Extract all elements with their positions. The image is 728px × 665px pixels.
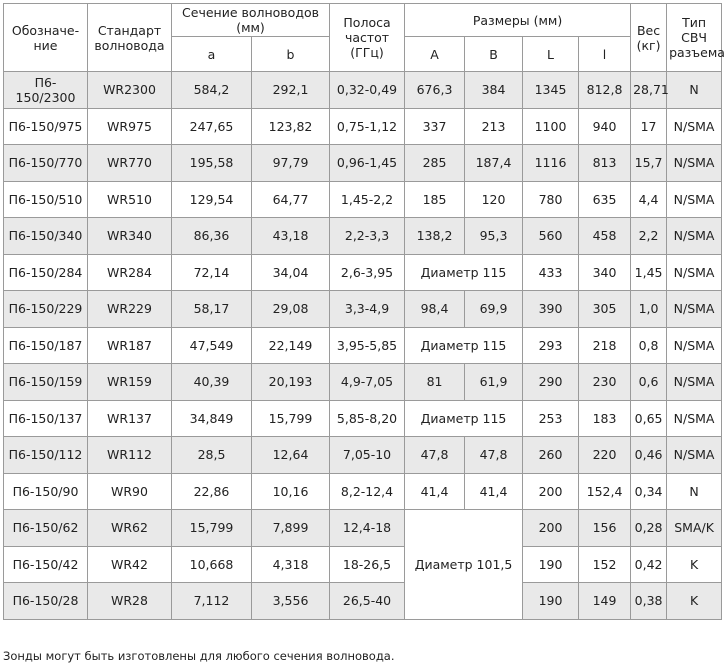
table-cell: N/SMA [667, 254, 722, 291]
table-cell: 940 [579, 108, 631, 145]
header-section: Сечение волноводов (мм) [172, 4, 330, 37]
table-row [4, 473, 722, 510]
table-cell: 3,3-4,9 [330, 291, 405, 328]
table-cell: 2,2-3,3 [330, 218, 405, 255]
table-cell: WR975 [88, 108, 172, 145]
table-cell: 0,42 [631, 546, 667, 583]
table-cell: WR510 [88, 181, 172, 218]
table-cell: 0,28 [631, 510, 667, 547]
table-cell: 458 [579, 218, 631, 255]
table-cell: 98,4 [405, 291, 465, 328]
table-cell: WR229 [88, 291, 172, 328]
table-cell: П6-150/284 [4, 254, 88, 291]
table-cell: 12,4-18 [330, 510, 405, 547]
table-cell: 4,318 [252, 546, 330, 583]
table-cell: 10,16 [252, 473, 330, 510]
table-cell: П6-150/112 [4, 437, 88, 474]
table-cell: 7,112 [172, 583, 252, 620]
table-cell: 2,6-3,95 [330, 254, 405, 291]
table-cell: WR187 [88, 327, 172, 364]
table-cell: 123,82 [252, 108, 330, 145]
table-cell: 152 [579, 546, 631, 583]
table-cell: WR137 [88, 400, 172, 437]
table-cell: 43,18 [252, 218, 330, 255]
table-cell: 0,96-1,45 [330, 145, 405, 182]
table-cell: 15,799 [252, 400, 330, 437]
table-cell: 22,149 [252, 327, 330, 364]
table-cell: 285 [405, 145, 465, 182]
table-cell: K [667, 583, 722, 620]
table-cell: 61,9 [465, 364, 523, 401]
diameter-cell: Диаметр 115 [405, 400, 523, 437]
table-cell: WR42 [88, 546, 172, 583]
table-cell: 120 [465, 181, 523, 218]
table-cell: WR62 [88, 510, 172, 547]
header-A: A [405, 37, 465, 72]
table-cell: 292,1 [252, 72, 330, 109]
table-cell: WR90 [88, 473, 172, 510]
header-dims: Размеры (мм) [405, 4, 631, 37]
table-cell: 8,2-12,4 [330, 473, 405, 510]
table-cell: 41,4 [405, 473, 465, 510]
header-b: b [252, 37, 330, 72]
table-row [4, 327, 722, 364]
table-cell: 138,2 [405, 218, 465, 255]
table-cell: 218 [579, 327, 631, 364]
table-row [4, 72, 722, 109]
table-cell: 40,39 [172, 364, 252, 401]
table-cell: 28,5 [172, 437, 252, 474]
table-cell: 813 [579, 145, 631, 182]
table-cell: 0,75-1,12 [330, 108, 405, 145]
table-cell: 58,17 [172, 291, 252, 328]
table-cell: 1345 [523, 72, 579, 109]
table-cell: WR159 [88, 364, 172, 401]
table-row [4, 108, 722, 145]
table-cell: 337 [405, 108, 465, 145]
table-cell: 129,54 [172, 181, 252, 218]
table-cell: 64,77 [252, 181, 330, 218]
table-cell: П6-150/90 [4, 473, 88, 510]
table-cell: 195,58 [172, 145, 252, 182]
header-band: Полоса частот (ГГц) [330, 4, 405, 72]
table-row [4, 145, 722, 182]
header-L: L [523, 37, 579, 72]
table-cell: N/SMA [667, 364, 722, 401]
table-cell: 15,799 [172, 510, 252, 547]
table-cell: 780 [523, 181, 579, 218]
table-cell: N/SMA [667, 327, 722, 364]
table-cell: WR770 [88, 145, 172, 182]
table-cell: WR284 [88, 254, 172, 291]
table-cell: 0,34 [631, 473, 667, 510]
table-cell: 152,4 [579, 473, 631, 510]
table-cell: П6-150/340 [4, 218, 88, 255]
table-cell: N [667, 473, 722, 510]
table-cell: 584,2 [172, 72, 252, 109]
table-cell: 183 [579, 400, 631, 437]
table-cell: П6-150/28 [4, 583, 88, 620]
table-cell: П6-150/975 [4, 108, 88, 145]
table-cell: 22,86 [172, 473, 252, 510]
table-cell: 7,899 [252, 510, 330, 547]
table-row [4, 291, 722, 328]
table-cell: 4,4 [631, 181, 667, 218]
table-row [4, 546, 722, 583]
table-cell: 0,38 [631, 583, 667, 620]
table-cell: 72,14 [172, 254, 252, 291]
table-cell: 230 [579, 364, 631, 401]
table-cell: 560 [523, 218, 579, 255]
table-cell: 47,549 [172, 327, 252, 364]
table-cell: 0,8 [631, 327, 667, 364]
table-cell: П6-150/229 [4, 291, 88, 328]
table-cell: 293 [523, 327, 579, 364]
table-cell: 1,45 [631, 254, 667, 291]
table-cell: 0,65 [631, 400, 667, 437]
table-cell: 676,3 [405, 72, 465, 109]
table-cell: 200 [523, 473, 579, 510]
table-cell: 220 [579, 437, 631, 474]
table-row [4, 400, 722, 437]
table-cell: 29,08 [252, 291, 330, 328]
table-cell: П6-150/62 [4, 510, 88, 547]
table-cell: 2,2 [631, 218, 667, 255]
table-cell: 12,64 [252, 437, 330, 474]
header-connector: Тип СВЧ разъема [667, 4, 722, 72]
table-cell: 812,8 [579, 72, 631, 109]
table-cell: 86,36 [172, 218, 252, 255]
table-row [4, 218, 722, 255]
table-cell: 34,849 [172, 400, 252, 437]
table-cell: 433 [523, 254, 579, 291]
table-cell: 1,0 [631, 291, 667, 328]
table-cell: 185 [405, 181, 465, 218]
footnote: Зонды могут быть изготовлены для любого сечения волновода. [3, 649, 395, 663]
table-cell: 69,9 [465, 291, 523, 328]
diameter-cell: Диаметр 115 [405, 254, 523, 291]
header-standard: Стандарт волновода [88, 4, 172, 72]
diameter-cell: Диаметр 115 [405, 327, 523, 364]
header-designation: Обозначе- ние [4, 4, 88, 72]
table-cell: П6-150/159 [4, 364, 88, 401]
header-row-1 [4, 4, 722, 37]
table-cell: 247,65 [172, 108, 252, 145]
table-cell: 340 [579, 254, 631, 291]
table-cell: SMA/K [667, 510, 722, 547]
table-cell: 20,193 [252, 364, 330, 401]
table-cell: 149 [579, 583, 631, 620]
table-cell: 190 [523, 583, 579, 620]
header-weight: Вес (кг) [631, 4, 667, 72]
table-cell: П6-150/2300 [4, 72, 88, 109]
table-cell: N/SMA [667, 291, 722, 328]
diameter-cell: Диаметр 101,5 [405, 510, 523, 620]
table-cell: П6-150/137 [4, 400, 88, 437]
table-cell: П6-150/770 [4, 145, 88, 182]
table-cell: 1100 [523, 108, 579, 145]
table-cell: 28,71 [631, 72, 667, 109]
table-cell: 47,8 [405, 437, 465, 474]
table-row [4, 254, 722, 291]
table-cell: 253 [523, 400, 579, 437]
table-cell: 95,3 [465, 218, 523, 255]
table-cell: 260 [523, 437, 579, 474]
table-cell: 47,8 [465, 437, 523, 474]
header-l: l [579, 37, 631, 72]
table-cell: N/SMA [667, 181, 722, 218]
table-cell: 1116 [523, 145, 579, 182]
table-cell: 4,9-7,05 [330, 364, 405, 401]
table-row [4, 583, 722, 620]
table-cell: N/SMA [667, 218, 722, 255]
table-cell: 3,95-5,85 [330, 327, 405, 364]
table-cell: WR340 [88, 218, 172, 255]
header-B: B [465, 37, 523, 72]
table-cell: 41,4 [465, 473, 523, 510]
table-cell: П6-150/510 [4, 181, 88, 218]
table-cell: 390 [523, 291, 579, 328]
table-row [4, 437, 722, 474]
table-row [4, 510, 722, 547]
table-cell: 384 [465, 72, 523, 109]
table-row [4, 181, 722, 218]
table-cell: 10,668 [172, 546, 252, 583]
table-cell: N [667, 72, 722, 109]
table-cell: 34,04 [252, 254, 330, 291]
table-cell: 15,7 [631, 145, 667, 182]
header-a: a [172, 37, 252, 72]
table-row [4, 364, 722, 401]
table-cell: П6-150/42 [4, 546, 88, 583]
table-cell: 187,4 [465, 145, 523, 182]
table-cell: 290 [523, 364, 579, 401]
table-cell: 7,05-10 [330, 437, 405, 474]
table-cell: N/SMA [667, 437, 722, 474]
waveguide-spec-table [3, 3, 725, 620]
table-cell: 0,6 [631, 364, 667, 401]
table-cell: WR112 [88, 437, 172, 474]
table-cell: 26,5-40 [330, 583, 405, 620]
table-cell: N/SMA [667, 400, 722, 437]
table-cell: 18-26,5 [330, 546, 405, 583]
table-cell: 3,556 [252, 583, 330, 620]
table-cell: 200 [523, 510, 579, 547]
table-cell: 635 [579, 181, 631, 218]
table-cell: WR28 [88, 583, 172, 620]
table-cell: П6-150/187 [4, 327, 88, 364]
table-cell: 305 [579, 291, 631, 328]
table-cell: 5,85-8,20 [330, 400, 405, 437]
table-cell: 0,46 [631, 437, 667, 474]
table-cell: 0,32-0,49 [330, 72, 405, 109]
table-cell: 97,79 [252, 145, 330, 182]
table-cell: 17 [631, 108, 667, 145]
table-cell: K [667, 546, 722, 583]
table-cell: 213 [465, 108, 523, 145]
table-cell: 156 [579, 510, 631, 547]
table-cell: N/SMA [667, 108, 722, 145]
table-cell: 81 [405, 364, 465, 401]
table-cell: 190 [523, 546, 579, 583]
table-cell: N/SMA [667, 145, 722, 182]
table-cell: WR2300 [88, 72, 172, 109]
table-cell: 1,45-2,2 [330, 181, 405, 218]
